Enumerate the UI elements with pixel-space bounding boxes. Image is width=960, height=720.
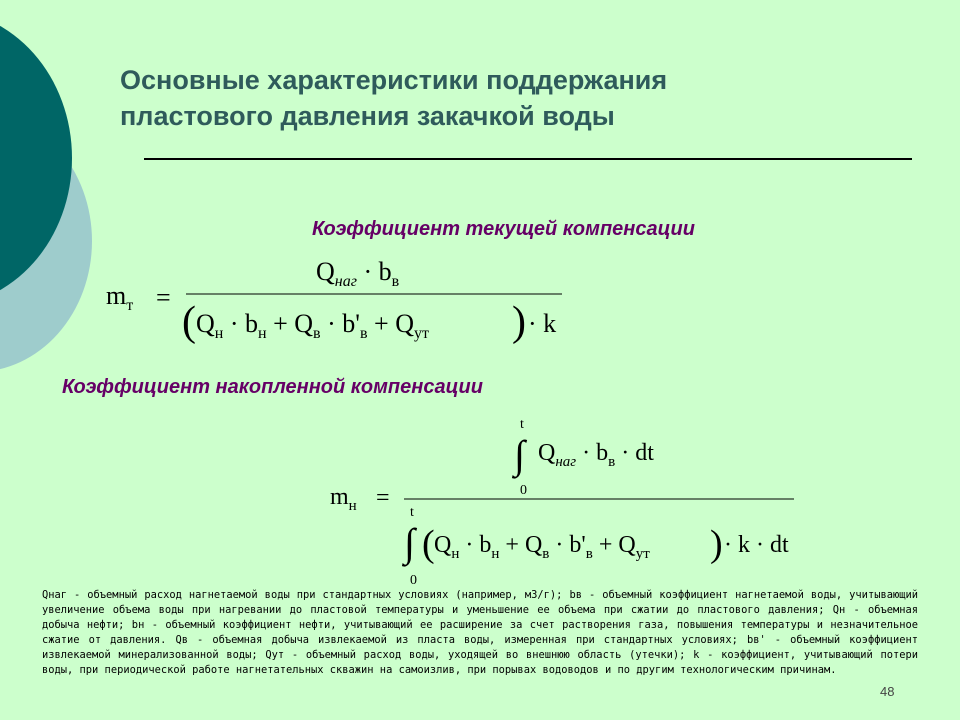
formula-accum-tail: · k · dt	[724, 532, 789, 558]
formula-current-paren-close: )	[512, 299, 526, 345]
formula-accum-lhs: $m_н$	[330, 484, 357, 514]
integral-upper-den: t	[410, 505, 414, 520]
integral-sign-num: ∫	[514, 432, 525, 477]
heading-accumulated-compensation: Коэффициент накопленной компенсации	[62, 376, 483, 398]
integral-sign-den: ∫	[404, 520, 415, 565]
integral-lower-num: 0	[520, 483, 527, 498]
formula-current-k: · k	[528, 309, 557, 338]
formula-current-lhs: $m_т$	[106, 281, 134, 314]
formula-accum-paren-open: (	[422, 523, 435, 565]
heading-current-compensation: Коэффициент текущей компенсации	[312, 218, 695, 240]
integral-upper-num: t	[520, 417, 524, 432]
integral-lower-den: 0	[410, 573, 417, 588]
formula-current-numerator: $Q_{наг} \cdot b_в$	[316, 257, 400, 290]
formula-current-paren-open: (	[182, 299, 196, 345]
slide-title: Основные характеристики поддержания пластового давления закачкой воды	[120, 65, 668, 131]
formula-current-denominator: $Q_н \cdot b_н + Q_в \cdot b'_в + Q_{ут}$	[196, 309, 429, 342]
formula-accum-denominator: $Q_н \cdot b_н + Q_в \cdot b'_в + Q_{ут}$	[434, 532, 650, 562]
formula-accum-paren-close: )	[710, 523, 723, 565]
formula-accum-equals: =	[376, 485, 390, 511]
formula-accumulated-compensation	[330, 417, 794, 588]
page-number: 48	[880, 684, 895, 699]
formula-accum-numerator: $Q_{наг} \cdot b_в$ · dt	[538, 440, 654, 470]
notation-notes: Qнаг - объемный расход нагнетаемой воды при стандартных условиях (например, м3/г); bв - объемный коэффициент нагнетаемой воды, учитывающий увеличение объема воды при нагревании до пластовой температуры и уменьшение ее объема при сжатии до пластового давления; Qн - объемная добыча нефти; bн - объемный коэффициент нефти, учитывающий ее расширение за счет растворения газа, повышения температуры и незначительное сжатие от давления. Qв - объемная добыча извлекаемой из пласта воды, измеренная при стандартных условиях; bв' - объемный коэффициент извлекаемой минерализованной воды; Qут - объемный расход воды, уходящей во внешнюю область (утечки); k - коэффициент, учитывающий потери воды, при периодической работе нагнетательных скважин на самоизлив, при порывах водоводов и по другим технологическим причинам.	[42, 589, 918, 676]
formula-current-equals: =	[156, 283, 171, 312]
